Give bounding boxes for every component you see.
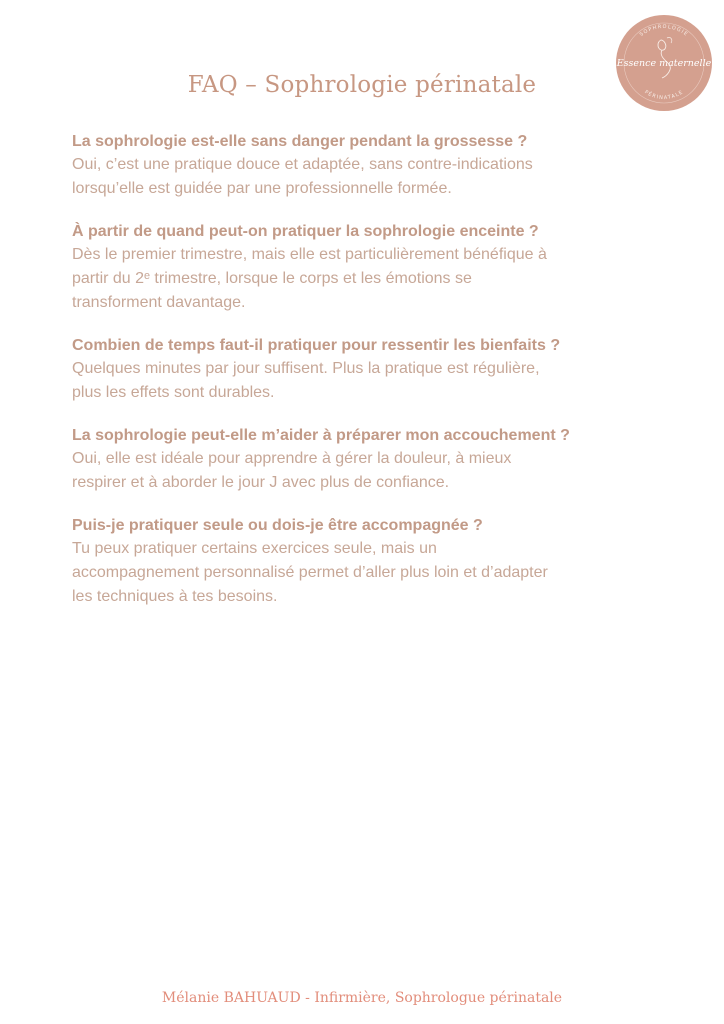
faq-answer-line: Oui, elle est idéale pour apprendre à gérer la douleur, à mieux (72, 450, 512, 467)
faq-question: Combien de temps faut-il pratiquer pour ressentir les bienfaits ? (72, 337, 561, 354)
faq-question: Puis-je pratiquer seule ou dois-je être accompagnée ? (72, 517, 483, 534)
faq-answer (72, 357, 672, 405)
faq-answer-line: Quelques minutes par jour suffisent. Plus la pratique est régulière, (72, 360, 540, 377)
faq-answer-line: Oui, c’est une pratique douce et adaptée, sans contre-indications (72, 156, 533, 173)
faq-item (72, 334, 672, 405)
faq-answer-line: plus les effets sont durables. (72, 384, 275, 401)
faq-item (72, 424, 672, 495)
page-footer: Mélanie BAHUAUD - Infirmière, Sophrologue périnatale (161, 990, 563, 1006)
faq-list (72, 130, 672, 628)
page-title: FAQ – Sophrologie périnatale (187, 72, 537, 98)
faq-item (72, 514, 672, 609)
faq-question: À partir de quand peut-on pratiquer la sophrologie enceinte ? (72, 223, 539, 240)
faq-answer-line: Dès le premier trimestre, mais elle est particulièrement bénéfique à (72, 246, 547, 263)
faq-answer (72, 153, 672, 201)
faq-question: La sophrologie est-elle sans danger pendant la grossesse ? (72, 133, 528, 150)
logo-ring-top-text: SOPHROLOGIE (638, 23, 690, 38)
faq-answer-line: transforment davantage. (72, 294, 246, 311)
faq-answer-line: partir du 2ᵉ trimestre, lorsque le corps et les émotions se (72, 270, 472, 287)
logo-ring-bottom-text: PÉRINATALE (643, 89, 685, 102)
faq-answer (72, 447, 672, 495)
faq-item (72, 220, 672, 315)
faq-question: La sophrologie peut-elle m’aider à préparer mon accouchement ? (72, 427, 570, 444)
faq-answer (72, 243, 672, 315)
faq-answer-line: lorsqu’elle est guidée par une professionnelle formée. (72, 180, 452, 197)
faq-answer-line: Tu peux pratiquer certains exercices seule, mais un (72, 540, 437, 557)
faq-answer-line: les techniques à tes besoins. (72, 588, 278, 605)
faq-answer (72, 537, 672, 609)
faq-item (72, 130, 672, 201)
logo-brand-text: Essence maternelle (616, 58, 712, 69)
faq-answer-line: respirer et à aborder le jour J avec plus de confiance. (72, 474, 450, 491)
faq-answer-line: accompagnement personnalisé permet d’aller plus loin et d’adapter (72, 564, 548, 581)
